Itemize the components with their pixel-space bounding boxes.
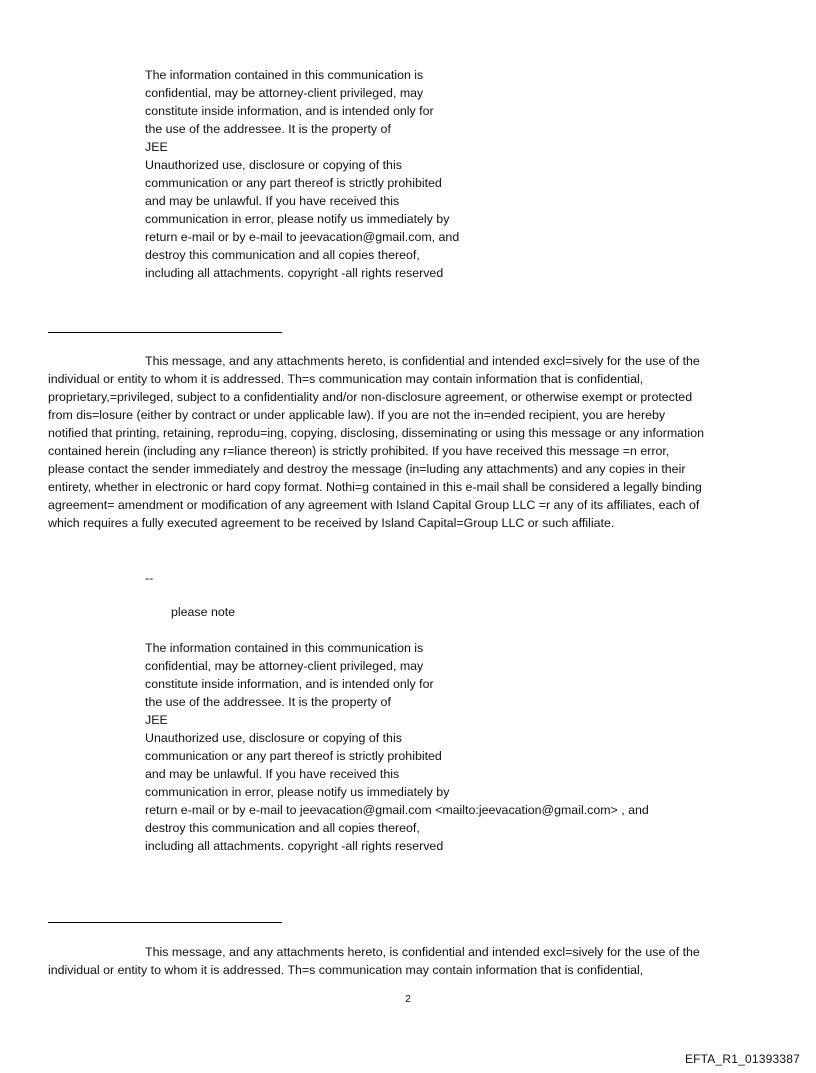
notice-line: entirety, whether in electronic or hard copy format. Nothi=g contained in this e-mail shall be considered a legally binding bbox=[48, 480, 702, 494]
disclaimer-block-1 bbox=[145, 66, 459, 282]
confidentiality-notice-1 bbox=[48, 352, 770, 532]
disclaimer-line: JEE bbox=[145, 140, 168, 154]
disclaimer-line: including all attachments. copyright -all rights reserved bbox=[145, 266, 444, 280]
disclaimer-line: Unauthorized use, disclosure or copying of this bbox=[145, 158, 402, 172]
disclaimer-line: The information contained in this communication is bbox=[145, 68, 424, 82]
disclaimer-line: including all attachments. copyright -all rights reserved bbox=[145, 839, 444, 853]
disclaimer-line: Unauthorized use, disclosure or copying of this bbox=[145, 731, 402, 745]
disclaimer-line: constitute inside information, and is intended only for bbox=[145, 104, 434, 118]
disclaimer-line: JEE bbox=[145, 713, 168, 727]
disclaimer-block-2 bbox=[145, 639, 649, 855]
notice-line: notified that printing, retaining, reprodu=ing, copying, disclosing, disseminating or using this message or any information bbox=[48, 426, 705, 440]
disclaimer-line: communication in error, please notify us immediately by bbox=[145, 212, 450, 226]
disclaimer-line: confidential, may be attorney-client privileged, may bbox=[145, 659, 424, 673]
bates-number: EFTA_R1_01393387 bbox=[684, 1052, 800, 1066]
notice-line: which requires a fully executed agreement to be received by Island Capital=Group LLC or such affiliate. bbox=[48, 516, 615, 530]
disclaimer-line: confidential, may be attorney-client privileged, may bbox=[145, 86, 424, 100]
disclaimer-line: destroy this communication and all copies thereof, bbox=[145, 821, 420, 835]
disclaimer-line: destroy this communication and all copies thereof, bbox=[145, 248, 420, 262]
notice-line: This message, and any attachments hereto, is confidential and intended excl=sively for the use of the bbox=[145, 354, 700, 368]
disclaimer-line: the use of the addressee. It is the property of bbox=[145, 122, 391, 136]
notice-line: proprietary,=privileged, subject to a confidentiality and/or non-disclosure agreement, or otherwise exempt or protected bbox=[48, 390, 693, 404]
notice-line: individual or entity to whom it is addressed. Th=s communication may contain information that is confidential, bbox=[48, 372, 644, 386]
disclaimer-line: the use of the addressee. It is the property of bbox=[145, 695, 391, 709]
horizontal-rule bbox=[48, 922, 282, 923]
notice-line: agreement= amendment or modification of any agreement with Island Capital Group LLC =r any of its affiliates, each of bbox=[48, 498, 700, 512]
please-note-text: please note bbox=[171, 605, 236, 619]
disclaimer-line: constitute inside information, and is intended only for bbox=[145, 677, 434, 691]
disclaimer-email-line: return e-mail or by e-mail to jeevacation@gmail.com <mailto:jeevacation@gmail.com> , and bbox=[145, 803, 649, 817]
disclaimer-line: communication in error, please notify us immediately by bbox=[145, 785, 450, 799]
page-number: 2 bbox=[405, 993, 411, 1005]
notice-line: from dis=losure (either by contract or under applicable law). If you are not the in=ended recipient, you are hereby bbox=[48, 408, 666, 422]
disclaimer-line: communication or any part thereof is strictly prohibited bbox=[145, 749, 442, 763]
notice-line: This message, and any attachments hereto, is confidential and intended excl=sively for the use of the bbox=[145, 945, 700, 959]
disclaimer-line: and may be unlawful. If you have received this bbox=[145, 767, 400, 781]
notice-line: please contact the sender immediately and destroy the message (in=luding any attachments) and any copies in their bbox=[48, 462, 686, 476]
signature-separator: -- bbox=[145, 571, 154, 585]
horizontal-rule bbox=[48, 332, 282, 333]
notice-line: individual or entity to whom it is addressed. Th=s communication may contain information that is confidential, bbox=[48, 963, 644, 977]
notice-line: contained herein (including any r=liance thereon) is strictly prohibited. If you have received this message =n error, bbox=[48, 444, 670, 458]
confidentiality-notice-2 bbox=[48, 943, 770, 979]
disclaimer-line: The information contained in this communication is bbox=[145, 641, 424, 655]
disclaimer-line: communication or any part thereof is strictly prohibited bbox=[145, 176, 442, 190]
disclaimer-line: and may be unlawful. If you have received this bbox=[145, 194, 400, 208]
disclaimer-line: return e-mail or by e-mail to jeevacation@gmail.com, and bbox=[145, 230, 460, 244]
